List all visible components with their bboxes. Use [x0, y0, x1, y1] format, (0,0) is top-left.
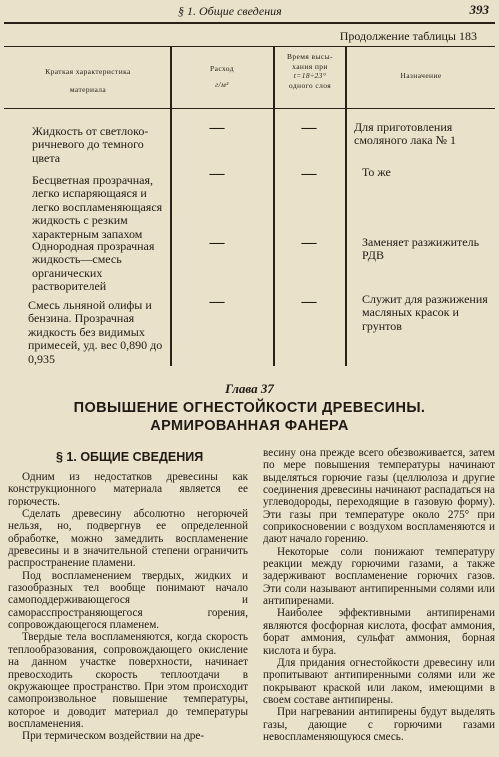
chapter-title-line1: ПОВЫШЕНИЕ ОГНЕСТОЙКОСТИ ДРЕВЕСИНЫ.: [73, 400, 426, 416]
header-rule: [4, 22, 495, 24]
paragraph: Сделать древесину абсолютно негорючей нельзя, но, подвергнув ее определенной обработке, можно замедлить воспламенение древесины и в значительной степени ограничить распространение пламени.: [8, 508, 248, 570]
table-cell-drying-time: —: [301, 294, 317, 310]
table-cell-description: Однородная прозрачная жидкость—смесь органических растворителей: [32, 239, 155, 294]
table-cell-rate: —: [209, 235, 225, 251]
body-text-right-column: [263, 447, 495, 755]
chapter-label: Глава 37: [225, 381, 274, 396]
column-divider: [170, 46, 172, 366]
table-cell-rate: —: [209, 294, 225, 310]
paragraph: При нагревании антипирены будут выделять газы, дающие с горючими газами невоспламеняющуюся смесь.: [263, 706, 495, 743]
column-divider: [345, 46, 347, 366]
paragraph: Одним из недостатков древесины как конструкционного материала является ее горючесть.: [8, 471, 248, 508]
table-cell-rate: —: [209, 166, 225, 182]
table-cell-purpose: Служит для разжижения масляных красок и грунтов: [362, 292, 488, 333]
column-header-material: Краткая характеристика материала: [45, 67, 131, 94]
table-continuation-label: Продолжение таблицы 183: [339, 29, 477, 43]
page-number: 393: [469, 2, 489, 17]
chapter-title-line2: АРМИРОВАННАЯ ФАНЕРА: [150, 418, 349, 434]
table-cell-description: Бесцветная прозрачная, легко испаряющаяся и легко воспламеняющаяся жидкость с резким характерным запахом: [32, 173, 163, 241]
table-top-rule: [4, 46, 495, 47]
table-cell-drying-time: —: [301, 166, 317, 182]
body-text-left-column: [8, 471, 248, 755]
table-cell-rate: —: [209, 120, 225, 136]
table-cell-description: Смесь льняной олифы и бензина. Прозрачная жидкость без видимых примесей, уд. вес 0,890 до 0,935: [28, 298, 163, 366]
table-cell-purpose: Для приготовления смоляного лака № 1: [354, 120, 457, 148]
paragraph: Для придания огнестойкости древесину или пропитывают антипиренными солями или же покрывают краской или лаком, имеющими в своем составе антипирены.: [263, 656, 495, 706]
column-header-drying-time: Время высы- хания при t=18÷23° одного слоя: [287, 52, 333, 90]
paragraph: Наиболее эффективными антипиренами являются фосфорная кислота, фосфат аммония, борат аммония, сульфат аммония, борная кислота и бура.: [263, 607, 495, 657]
table-header-rule: [4, 108, 495, 109]
paragraph: При термическом воздействии на дре-: [22, 730, 205, 743]
paragraph: Некоторые соли понижают температуру реакции между горючими газами, а также задерживают воспламенение горючих газов. Эти соли называют антипиренными солями или антипиренами.: [263, 545, 495, 608]
table-cell-description: Жидкость от светлоко-ричневого до темного цвета: [32, 124, 149, 165]
table-cell-drying-time: —: [301, 120, 317, 136]
paragraph: Под воспламенением твердых, жидких и газообразных тел вообще понимают начало самоподдерживающегося и саморасспространяющегося горения, сопровождающегося пламенем.: [8, 569, 248, 632]
running-header: § 1. Общие сведения: [178, 4, 282, 18]
table-cell-purpose: Заменяет разжижитель РДВ: [362, 235, 480, 263]
column-header-rate: Расход г/м²: [210, 64, 234, 89]
paragraph: Твердые тела воспламеняются, когда скорость теплообразования, сопровождающего окисление на данном участке поверхности, начинает превосходить скорость теплоотдачи в окружающее пространство. При этом происходит самопроизвольное повышение температуры, которое и доводит материал до температуры воспламенения.: [8, 631, 248, 730]
section-heading: § 1. ОБЩИЕ СВЕДЕНИЯ: [56, 450, 204, 464]
column-header-purpose: Назначение: [400, 71, 442, 80]
paragraph: весину она прежде всего обезвоживается, затем по мере повышения температуры начинают выделяться горючие газы (целлюлоза и другие соединения древесины начинают распадаться на углеводороды, переходящие в газовую форму). Эти газы при температуре около 275° при соприкосновении с воздухом воспламеняются и дают начало горению.: [263, 447, 495, 546]
table-cell-drying-time: —: [301, 235, 317, 251]
table-cell-purpose: То же: [362, 165, 391, 179]
column-divider: [273, 46, 275, 366]
